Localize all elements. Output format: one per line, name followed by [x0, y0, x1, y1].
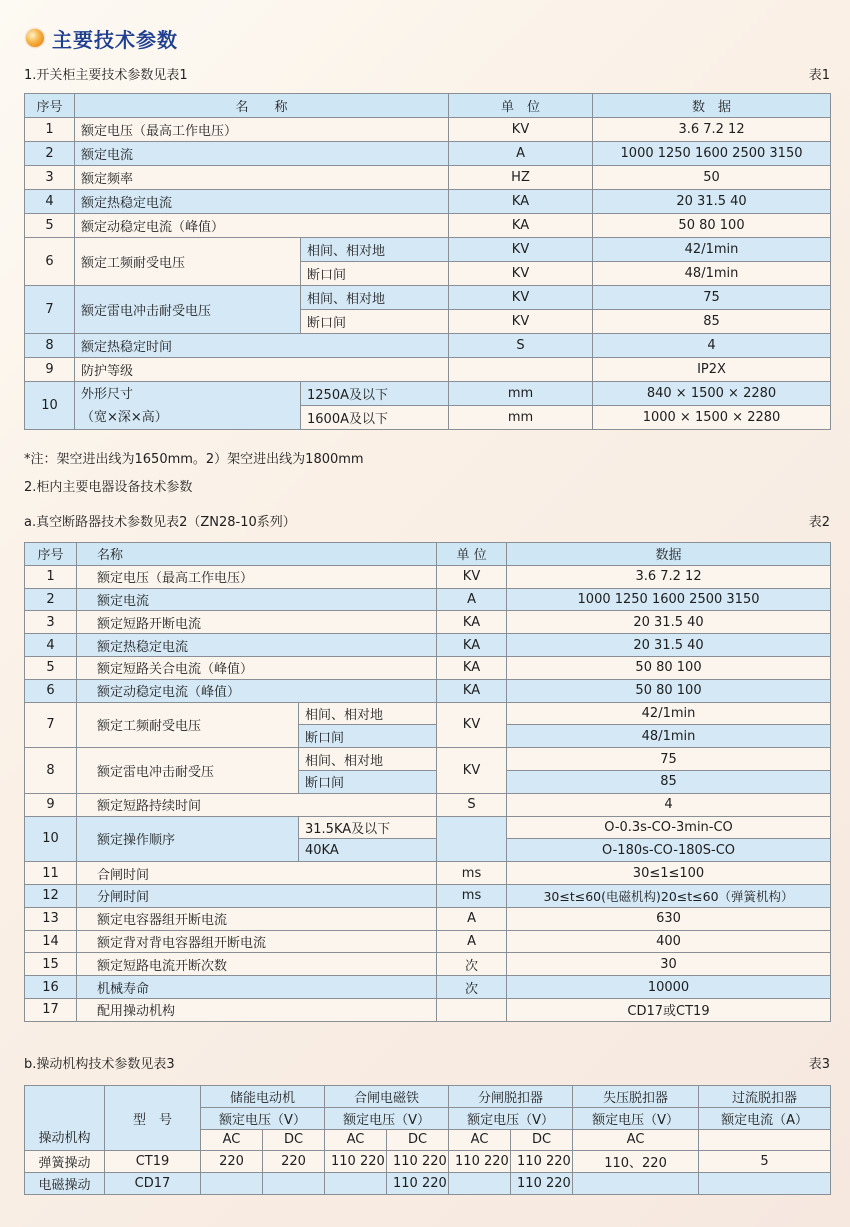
table3-caption-row: [24, 1052, 830, 1072]
col-header-group-3-unit: 额定电压（V）: [449, 1107, 573, 1129]
table-row: [25, 214, 831, 238]
table-row: [25, 382, 831, 406]
cell-close-dc: 110 220: [387, 1173, 449, 1195]
cell-unit: KA: [437, 611, 507, 634]
cell-name: 额定电压（最高工作电压）: [75, 118, 449, 142]
cell-trip-dc: 110 220: [511, 1173, 573, 1195]
col-header-model: 型 号: [105, 1086, 201, 1151]
table-row: [25, 166, 831, 190]
cell-value: 42/1min: [593, 238, 831, 262]
cell-unit: S: [449, 334, 593, 358]
cell-value: 85: [593, 310, 831, 334]
cell-name: 额定热稳定电流: [75, 190, 449, 214]
cell-value: 4: [507, 793, 831, 816]
cell-motor-ac: 220: [201, 1151, 263, 1173]
sub-header-dc: DC: [387, 1129, 449, 1151]
cell-no: 10: [25, 816, 77, 862]
cell-value: 3.6 7.2 12: [507, 565, 831, 588]
cell-name: 额定频率: [75, 166, 449, 190]
table-row: [25, 118, 831, 142]
cell-unit: KV: [449, 310, 593, 334]
cell-no: 8: [25, 748, 77, 794]
cell-value: 400: [507, 930, 831, 953]
cell-name: 额定电压（最高工作电压）: [77, 565, 437, 588]
col-header-group-3: 分闸脱扣器: [449, 1086, 573, 1108]
cell-unit: KV: [449, 262, 593, 286]
cell-trip-ac: 110 220: [449, 1151, 511, 1173]
col-header-mechanism: 操动机构: [25, 1086, 105, 1151]
cell-value: 50: [593, 166, 831, 190]
col-header-group-1-unit: 额定电压（V）: [201, 1107, 325, 1129]
table-row: [25, 702, 831, 725]
cell-name: 额定电容器组开断电流: [77, 907, 437, 930]
cell-no: 5: [25, 656, 77, 679]
cell-no: 9: [25, 793, 77, 816]
cell-motor-dc: 220: [263, 1151, 325, 1173]
cell-name: 合闸时间: [77, 862, 437, 885]
cell-name-line2: （宽×深×高）: [81, 409, 168, 425]
table-row: [25, 976, 831, 999]
cell-name: 额定短路持续时间: [77, 793, 437, 816]
cell-undervoltage: 110、220: [573, 1151, 699, 1173]
table-row: [25, 588, 831, 611]
cell-unit: A: [437, 930, 507, 953]
cell-name: 额定背对背电容器组开断电流: [77, 930, 437, 953]
cell-unit: S: [437, 793, 507, 816]
cell-no: 17: [25, 998, 77, 1021]
section-title-text: 主要技术参数: [52, 27, 178, 52]
cell-unit: KV: [437, 702, 507, 748]
cell-no: 8: [25, 334, 75, 358]
cell-unit: KA: [437, 634, 507, 657]
col-header-group-5-unit: 额定电流（A）: [699, 1107, 831, 1129]
cell-unit: KV: [437, 748, 507, 794]
table-row: [25, 565, 831, 588]
cell-unit: [437, 816, 507, 862]
col-header-group-2: 合闸电磁铁: [325, 1086, 449, 1108]
cell-value: 30: [507, 953, 831, 976]
col-header-value: 数 据: [593, 94, 831, 118]
cell-name: 额定工频耐受电压: [77, 702, 299, 748]
cell-name: 额定动稳定电流（峰值）: [77, 679, 437, 702]
table2-label: 表2: [808, 514, 830, 530]
table1: [24, 93, 831, 430]
cell-name: 额定操作顺序: [77, 816, 299, 862]
cell-no: 3: [25, 611, 77, 634]
sub-header-ac: AC: [449, 1129, 511, 1151]
cell-no: 1: [25, 565, 77, 588]
cell-value: 20 31.5 40: [507, 634, 831, 657]
cell-unit: 次: [437, 976, 507, 999]
table-row: [25, 884, 831, 907]
col-header-group-1: 储能电动机: [201, 1086, 325, 1108]
col-header-group-4-unit: 额定电压（V）: [573, 1107, 699, 1129]
table1-caption-row: [24, 63, 830, 83]
cell-no: 4: [25, 190, 75, 214]
cell-name: 防护等级: [75, 358, 449, 382]
table-row: [25, 816, 831, 839]
cell-unit: [449, 358, 593, 382]
table1-caption: 1.开关柜主要技术参数见表1: [24, 67, 188, 83]
cell-name: 额定雷电冲击耐受电压: [75, 286, 301, 334]
cell-motor-ac: [201, 1173, 263, 1195]
cell-unit: ms: [437, 884, 507, 907]
cell-value: 50 80 100: [593, 214, 831, 238]
cell-no: 6: [25, 679, 77, 702]
cell-value: 42/1min: [507, 702, 831, 725]
table-row: [25, 862, 831, 885]
table2: [24, 542, 831, 1022]
cell-sub: 1600A及以下: [301, 406, 449, 430]
table-row: [25, 611, 831, 634]
cell-mechanism: 电磁操动: [25, 1173, 105, 1195]
sub-header-ac: AC: [201, 1129, 263, 1151]
cell-no: 13: [25, 907, 77, 930]
col-header-name: 名 称: [75, 94, 449, 118]
cell-value: 48/1min: [507, 725, 831, 748]
cell-undervoltage: [573, 1173, 699, 1195]
cell-unit: KA: [449, 214, 593, 238]
cell-unit: KA: [437, 656, 507, 679]
table-row: [25, 334, 831, 358]
cell-value: 20 31.5 40: [507, 611, 831, 634]
col-header-no: 序号: [25, 543, 77, 566]
table-row: [25, 286, 831, 310]
cell-unit: A: [449, 142, 593, 166]
cell-unit: KV: [449, 118, 593, 142]
table-header-row: [25, 1086, 831, 1108]
cell-no: 7: [25, 286, 75, 334]
cell-no: 3: [25, 166, 75, 190]
cell-motor-dc: [263, 1173, 325, 1195]
table2-caption-row: [24, 510, 830, 530]
cell-model: CT19: [105, 1151, 201, 1173]
col-header-unit: 单 位: [449, 94, 593, 118]
table-row: [25, 793, 831, 816]
cell-overcurrent: [699, 1173, 831, 1195]
cell-value: O-180s-CO-180S-CO: [507, 839, 831, 862]
cell-unit: 次: [437, 953, 507, 976]
cell-value: 50 80 100: [507, 656, 831, 679]
cell-value: 4: [593, 334, 831, 358]
sub-header-empty: [699, 1129, 831, 1151]
cell-sub: 相间、相对地: [301, 286, 449, 310]
cell-name: 配用操动机构: [77, 998, 437, 1021]
cell-unit: KA: [437, 679, 507, 702]
cell-close-dc: 110 220: [387, 1151, 449, 1173]
cell-name: 额定热稳定时间: [75, 334, 449, 358]
table-row: [25, 190, 831, 214]
table-row: [25, 1173, 831, 1195]
table2-caption: a.真空断路器技术参数见表2（ZN28-10系列）: [24, 514, 296, 530]
cell-no: 4: [25, 634, 77, 657]
cell-unit: [437, 998, 507, 1021]
cell-close-ac: [325, 1173, 387, 1195]
cell-value: 3.6 7.2 12: [593, 118, 831, 142]
cell-no: 10: [25, 382, 75, 430]
cell-unit: A: [437, 907, 507, 930]
cell-no: 12: [25, 884, 77, 907]
cell-value: 1000 1250 1600 2500 3150: [507, 588, 831, 611]
orange-bullet-icon: [26, 29, 44, 47]
cell-sub: 断口间: [301, 310, 449, 334]
cell-sub: 断口间: [299, 770, 437, 793]
cell-value: 30≤t≤60(电磁机构)20≤t≤60（弹簧机构）: [507, 884, 831, 907]
cell-no: 7: [25, 702, 77, 748]
cell-no: 2: [25, 142, 75, 166]
cell-name: 额定电流: [75, 142, 449, 166]
cell-unit: KV: [449, 238, 593, 262]
cell-value: IP2X: [593, 358, 831, 382]
table-row: [25, 142, 831, 166]
table-row: [25, 1151, 831, 1173]
table-row: [25, 748, 831, 771]
cell-name: 额定工频耐受电压: [75, 238, 301, 286]
cell-unit: ms: [437, 862, 507, 885]
cell-no: 11: [25, 862, 77, 885]
col-header-group-4: 失压脱扣器: [573, 1086, 699, 1108]
cell-sub: 相间、相对地: [299, 702, 437, 725]
cell-unit: A: [437, 588, 507, 611]
table3: [24, 1085, 831, 1195]
cell-no: 16: [25, 976, 77, 999]
cell-unit: KV: [449, 286, 593, 310]
cell-no: 6: [25, 238, 75, 286]
cell-no: 2: [25, 588, 77, 611]
sub-header-ac: AC: [573, 1129, 699, 1151]
cell-value: 20 31.5 40: [593, 190, 831, 214]
cell-sub: 31.5KA及以下: [299, 816, 437, 839]
table-header-row: [25, 94, 831, 118]
section-title: [26, 22, 178, 54]
cell-unit: HZ: [449, 166, 593, 190]
table1-label: 表1: [808, 67, 830, 83]
cell-mechanism: 弹簧操动: [25, 1151, 105, 1173]
cell-value: 50 80 100: [507, 679, 831, 702]
table-row: [25, 634, 831, 657]
cell-name: 额定电流: [77, 588, 437, 611]
sub-header-ac: AC: [325, 1129, 387, 1151]
cell-sub: 断口间: [299, 725, 437, 748]
cell-name: 额定热稳定电流: [77, 634, 437, 657]
cell-unit: mm: [449, 382, 593, 406]
table3-caption: b.操动机构技术参数见表3: [24, 1056, 175, 1072]
table1-note: *注：架空进出线为1650mm。2）架空进出线为1800mm: [24, 452, 364, 467]
cell-name: 额定雷电冲击耐受压: [77, 748, 299, 794]
cell-name: 机械寿命: [77, 976, 437, 999]
cell-unit: KV: [437, 565, 507, 588]
col-header-value: 数据: [507, 543, 831, 566]
section2-heading: 2.柜内主要电器设备技术参数: [24, 480, 193, 495]
sub-header-dc: DC: [263, 1129, 325, 1151]
cell-no: 5: [25, 214, 75, 238]
cell-value: 840 × 1500 × 2280: [593, 382, 831, 406]
cell-name: 额定短路关合电流（峰值）: [77, 656, 437, 679]
cell-model: CD17: [105, 1173, 201, 1195]
cell-value: 75: [507, 748, 831, 771]
cell-value: 48/1min: [593, 262, 831, 286]
cell-unit: KA: [449, 190, 593, 214]
cell-overcurrent: 5: [699, 1151, 831, 1173]
cell-no: 1: [25, 118, 75, 142]
col-header-unit: 单 位: [437, 543, 507, 566]
cell-sub: 40KA: [299, 839, 437, 862]
cell-name: 额定短路开断电流: [77, 611, 437, 634]
cell-value: 1000 1250 1600 2500 3150: [593, 142, 831, 166]
table-row: [25, 238, 831, 262]
table-row: [25, 656, 831, 679]
cell-value: 75: [593, 286, 831, 310]
table-row: [25, 358, 831, 382]
cell-sub: 1250A及以下: [301, 382, 449, 406]
cell-close-ac: 110 220: [325, 1151, 387, 1173]
cell-value: 630: [507, 907, 831, 930]
cell-no: 9: [25, 358, 75, 382]
cell-value: 85: [507, 770, 831, 793]
cell-name-line1: 外形尺寸: [81, 386, 134, 402]
cell-sub: 相间、相对地: [301, 238, 449, 262]
col-header-name: 名称: [77, 543, 437, 566]
cell-value: 10000: [507, 976, 831, 999]
table-row: [25, 953, 831, 976]
cell-value: O-0.3s-CO-3min-CO: [507, 816, 831, 839]
cell-unit: mm: [449, 406, 593, 430]
table-row: [25, 679, 831, 702]
col-header-group-2-unit: 额定电压（V）: [325, 1107, 449, 1129]
cell-name: 额定动稳定电流（峰值）: [75, 214, 449, 238]
cell-trip-ac: [449, 1173, 511, 1195]
table-row: [25, 930, 831, 953]
cell-name: [75, 382, 301, 430]
cell-name: 额定短路电流开断次数: [77, 953, 437, 976]
col-header-no: 序号: [25, 94, 75, 118]
table-header-row: [25, 543, 831, 566]
cell-no: 15: [25, 953, 77, 976]
cell-value: CD17或CT19: [507, 998, 831, 1021]
cell-sub: 断口间: [301, 262, 449, 286]
cell-name: 分闸时间: [77, 884, 437, 907]
sub-header-dc: DC: [511, 1129, 573, 1151]
col-header-group-5: 过流脱扣器: [699, 1086, 831, 1108]
cell-value: 1000 × 1500 × 2280: [593, 406, 831, 430]
cell-no: 14: [25, 930, 77, 953]
cell-trip-dc: 110 220: [511, 1151, 573, 1173]
table3-label: 表3: [808, 1056, 830, 1072]
table-row: [25, 907, 831, 930]
cell-sub: 相间、相对地: [299, 748, 437, 771]
cell-value: 30≤1≤100: [507, 862, 831, 885]
table-row: [25, 998, 831, 1021]
